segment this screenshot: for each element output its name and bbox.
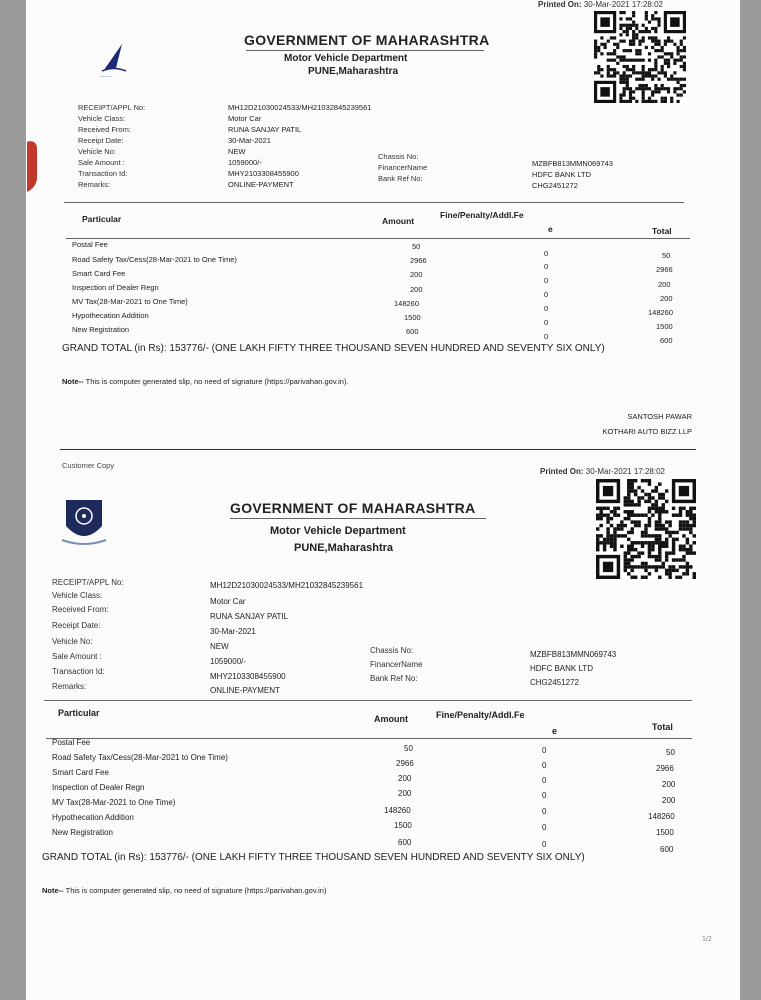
- table-cell: 200: [410, 285, 423, 294]
- table-cell: 0: [544, 276, 549, 285]
- field-value: 30-Mar-2021: [228, 136, 271, 145]
- col-header-total: Total: [652, 226, 672, 236]
- field-label: Received From:: [78, 125, 131, 134]
- table-cell: 200: [660, 294, 673, 303]
- footer-note: Note-- This is computer generated slip, no need of signature (https://parivahan.gov.in).: [62, 377, 349, 386]
- page-number: 1/2: [702, 936, 712, 943]
- field-value: RUNA SANJAY PATIL: [210, 612, 289, 621]
- table-cell: 2966: [656, 265, 673, 274]
- table-cell: Hypothecation Addition: [72, 311, 149, 320]
- table-cell: 0: [544, 262, 549, 271]
- field-label: Sale Amount :: [52, 652, 102, 661]
- field-label: Receipt Date:: [52, 621, 101, 630]
- city-title: PUNE,Maharashtra: [308, 66, 399, 77]
- col-header-particular: Particular: [58, 708, 100, 718]
- field-value: MZBFB813MMN069743: [532, 159, 613, 168]
- table-cell: 0: [542, 776, 547, 785]
- copy-separator: [60, 449, 696, 450]
- table-cell: 0: [542, 823, 547, 832]
- field-label: Vehicle Class:: [52, 591, 103, 600]
- table-cell: 200: [662, 796, 676, 805]
- table-cell: 600: [406, 327, 419, 336]
- org-title: GOVERNMENT OF MAHARASHTRA: [230, 500, 476, 516]
- col-header-amount: Amount: [382, 216, 415, 226]
- divider: [230, 518, 486, 519]
- table-cell: 148260: [648, 812, 675, 821]
- field-label: RECEIPT/APPL No:: [78, 103, 146, 112]
- grand-total: GRAND TOTAL (in Rs): 153776/- (ONE LAKH FIFTY THREE THOUSAND SEVEN HUNDRED AND SEVENTY SIX ONLY): [62, 343, 605, 354]
- field-label: Bank Ref No:: [378, 174, 423, 183]
- field-label: Transaction Id:: [52, 667, 105, 676]
- table-cell: 200: [398, 774, 412, 783]
- field-value: Motor Car: [228, 114, 262, 123]
- field-label: Vehicle Class:: [78, 114, 126, 123]
- table-cell: 200: [398, 789, 412, 798]
- table-cell: 600: [660, 845, 674, 854]
- field-label: FinancerName: [378, 163, 428, 172]
- table-cell: 1500: [656, 828, 674, 837]
- field-value: RUNA SANJAY PATIL: [228, 125, 302, 134]
- table-header-rule: [46, 738, 692, 739]
- field-label: Received From:: [52, 605, 109, 614]
- table-top-rule: [44, 700, 692, 701]
- table-cell: 0: [542, 761, 547, 770]
- table-cell: 0: [544, 290, 549, 299]
- table-cell: 1500: [656, 322, 673, 331]
- col-header-fine-cont: e: [548, 224, 553, 234]
- table-cell: 2966: [656, 764, 674, 773]
- field-label: Vehicle No:: [52, 637, 93, 646]
- table-cell: 148260: [384, 806, 411, 815]
- printed-on: Printed On: 30-Mar-2021 17:28:02: [540, 467, 665, 476]
- table-cell: 2966: [396, 759, 414, 768]
- field-value: HDFC BANK LTD: [532, 170, 592, 179]
- table-cell: MV Tax(28-Mar-2021 to One Time): [52, 798, 176, 807]
- table-cell: 50: [666, 748, 675, 757]
- table-cell: 0: [544, 304, 549, 313]
- svg-text:~~~~~: ~~~~~: [100, 74, 112, 79]
- field-value: MHY2103308455900: [210, 672, 286, 681]
- qr-code-icon: [594, 11, 686, 103]
- table-cell: New Registration: [72, 325, 130, 334]
- city-title: PUNE,Maharashtra: [294, 542, 394, 554]
- field-value: 1059000/-: [228, 158, 262, 167]
- table-cell: Smart Card Fee: [72, 269, 126, 278]
- table-cell: 0: [544, 318, 549, 327]
- table-cell: 0: [542, 791, 547, 800]
- government-emblem-logo-icon: [56, 496, 112, 552]
- table-cell: New Registration: [52, 828, 113, 837]
- col-header-amount: Amount: [374, 714, 408, 724]
- table-cell: 200: [662, 780, 676, 789]
- field-label: Receipt Date:: [78, 136, 124, 145]
- table-cell: Smart Card Fee: [52, 768, 109, 777]
- table-cell: 1500: [404, 313, 421, 322]
- footer-note: Note-- This is computer generated slip, no need of signature (https://parivahan.gov.in): [42, 886, 327, 895]
- table-cell: Hypothecation Addition: [52, 813, 134, 822]
- transport-department-logo-icon: [92, 38, 136, 82]
- field-label: Vehicle No:: [78, 147, 116, 156]
- signatory-name: SANTOSH PAWAR: [627, 412, 692, 421]
- field-value: MZBFB813MMN069743: [530, 650, 617, 659]
- table-cell: 200: [658, 280, 671, 289]
- field-value: ONLINE-PAYMENT: [228, 180, 294, 189]
- table-cell: 0: [544, 332, 549, 341]
- table-cell: 50: [412, 242, 421, 251]
- org-title: GOVERNMENT OF MAHARASHTRA: [244, 32, 490, 48]
- table-cell: 1500: [394, 821, 412, 830]
- table-cell: 0: [544, 249, 549, 258]
- table-cell: 600: [398, 838, 412, 847]
- table-top-rule: [64, 202, 684, 203]
- col-header-total: Total: [652, 722, 673, 732]
- field-value: 1059000/-: [210, 657, 247, 666]
- field-value: MH12D21030024533/MH21032845239561: [210, 581, 364, 590]
- table-cell: Postal Fee: [72, 240, 108, 249]
- field-value: MHY2103308455900: [228, 169, 299, 178]
- table-cell: 148260: [648, 308, 674, 317]
- background-object: [27, 138, 37, 192]
- table-cell: 0: [542, 840, 547, 849]
- table-cell: 148260: [394, 299, 420, 308]
- field-value: CHG2451272: [530, 678, 579, 687]
- table-cell: 50: [404, 744, 413, 753]
- table-cell: Inspection of Dealer Regn: [72, 283, 159, 292]
- dept-title: Motor Vehicle Department: [284, 53, 408, 64]
- table-cell: Road Safety Tax/Cess(28-Mar-2021 to One Time): [52, 753, 228, 762]
- field-label: Transaction Id:: [78, 169, 128, 178]
- field-label: FinancerName: [370, 660, 423, 669]
- field-label: Remarks:: [52, 682, 87, 691]
- table-cell: 0: [542, 807, 547, 816]
- table-cell: MV Tax(28-Mar-2021 to One Time): [72, 297, 188, 306]
- field-value: 30-Mar-2021: [210, 627, 256, 636]
- table-cell: 0: [542, 746, 547, 755]
- field-label: Remarks:: [78, 180, 111, 189]
- col-header-particular: Particular: [82, 214, 122, 224]
- field-label: Sale Amount :: [78, 158, 125, 167]
- field-label: Chassis No:: [378, 152, 419, 161]
- field-value: MH12D21030024533/MH21032845239561: [228, 103, 372, 112]
- table-cell: Inspection of Dealer Regn: [52, 783, 145, 792]
- table-cell: 200: [410, 270, 423, 279]
- grand-total: GRAND TOTAL (in Rs): 153776/- (ONE LAKH FIFTY THREE THOUSAND SEVEN HUNDRED AND SEVENTY SIX ONLY): [42, 852, 585, 863]
- field-value: HDFC BANK LTD: [530, 664, 593, 673]
- field-label: Bank Ref No:: [370, 674, 418, 683]
- field-value: Motor Car: [210, 597, 246, 606]
- customer-copy-label: Customer Copy: [62, 461, 115, 470]
- field-label: Chassis No:: [370, 646, 414, 655]
- field-value: NEW: [210, 642, 229, 651]
- field-value: NEW: [228, 147, 246, 156]
- col-header-fine-cont: e: [552, 726, 558, 736]
- table-cell: 600: [660, 336, 673, 345]
- signatory-company: KOTHARI AUTO BIZZ LLP: [602, 427, 692, 436]
- printed-on: Printed On: 30-Mar-2021 17:28:02: [538, 0, 663, 9]
- table-cell: 50: [662, 251, 671, 260]
- table-cell: Road Safety Tax/Cess(28-Mar-2021 to One Time): [72, 255, 237, 264]
- table-cell: 2966: [410, 256, 427, 265]
- col-header-fine: Fine/Penalty/Addl.Fe: [440, 210, 524, 220]
- table-cell: Postal Fee: [52, 738, 91, 747]
- dept-title: Motor Vehicle Department: [270, 525, 406, 537]
- table-header-rule: [66, 238, 690, 239]
- field-value: CHG2451272: [532, 181, 578, 190]
- field-value: ONLINE-PAYMENT: [210, 686, 280, 695]
- receipt-page: [26, 0, 740, 1000]
- col-header-fine: Fine/Penalty/Addl.Fe: [436, 710, 525, 720]
- qr-code-icon: [596, 479, 696, 579]
- divider: [246, 50, 484, 51]
- field-label: RECEIPT/APPL No:: [52, 578, 124, 587]
